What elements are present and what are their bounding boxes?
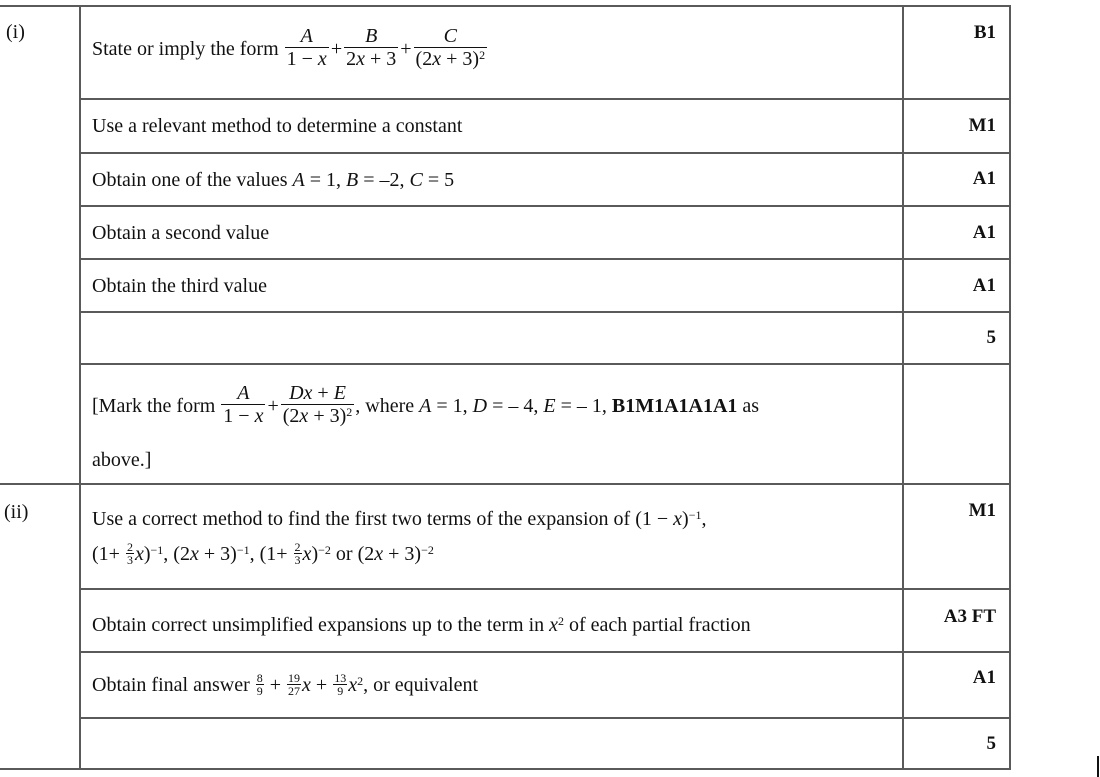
fraction: $\frac{A}{1 - x}$ <box>223 381 264 427</box>
mark-total: 5 <box>986 733 996 754</box>
row-text: Obtain correct unsimplified expansions up to the term in <box>92 614 545 636</box>
table-top-border <box>0 5 1011 7</box>
part-label-ii: (ii) <box>4 501 29 523</box>
mark-value: A1 <box>972 168 996 189</box>
scheme-row-alternative: [Mark the form $\frac{A}{1 - x}$ + $\frac{Dx + E}{(2x + 3)^2}$ , where A = 1, D = – 4, E = – 1, B1M1A1A1A1 as <box>92 381 760 427</box>
mark-value: A1 <box>972 222 996 243</box>
mark-value: A1 <box>972 667 996 688</box>
scheme-row: Use a relevant method to determine a constant <box>92 115 463 137</box>
mark-value: M1 <box>968 115 996 136</box>
row-divider <box>79 717 1011 719</box>
mark-value: A3 FT <box>943 606 996 627</box>
scheme-row: Obtain a second value <box>92 222 270 244</box>
row-text: Use a correct method to find the first two terms of the expansion of <box>92 508 631 530</box>
part-label-i: (i) <box>6 21 25 43</box>
table-right-border <box>1009 5 1011 770</box>
part-divider <box>0 483 1011 485</box>
fraction: $\frac{C}{(2x + 3)^2}$ <box>415 24 486 70</box>
row-divider <box>79 363 1011 365</box>
row-text: State or imply the form <box>92 38 279 60</box>
scheme-row-form: State or imply the form $\frac{A}{1 - x}$ + $\frac{B}{2x + 3}$ + $\frac{C}{(2x + 3)^2}$ <box>92 24 486 70</box>
scheme-row: Obtain final answer $\frac{8}{9}$ + $\frac{19}{27}$ x + $\frac{13}{9}$ $x^2$, or equivalent <box>92 670 479 698</box>
text-cursor <box>1097 756 1099 777</box>
mark-value: B1 <box>973 22 996 43</box>
row-text: Obtain final answer <box>92 674 250 696</box>
row-text: Obtain one of the values <box>92 169 288 191</box>
scheme-row: Use a correct method to find the first two terms of the expansion of $(1 - x)^{-1}$, <box>92 508 707 530</box>
fraction: $\frac{Dx + E}{(2x + 3)^2}$ <box>282 381 353 427</box>
row-text-line2: above.] <box>92 449 152 471</box>
row-divider <box>79 311 1011 313</box>
row-divider <box>79 98 1011 100</box>
table-bottom-border <box>0 768 1011 770</box>
row-divider <box>79 205 1011 207</box>
fraction: $\frac{A}{1 - x}$ <box>286 24 327 70</box>
scheme-row: Obtain correct unsimplified expansions up to the term in $x^2$ of each partial fraction <box>92 614 751 636</box>
fraction: $\frac{B}{2x + 3}$ <box>346 24 397 70</box>
column-divider-marks <box>902 5 904 770</box>
column-divider-left <box>79 5 81 770</box>
row-divider <box>79 651 1011 653</box>
row-divider <box>79 258 1011 260</box>
row-text-line2: (1+ $\frac{2}{3}$ x)$^{-1}$, $(2x + 3)^{-1}$, (1+ $\frac{2}{3}$ x)$^{-2}$ or $(2x + 3)^{-2}$ <box>92 539 434 567</box>
row-divider <box>79 152 1011 154</box>
row-divider <box>79 588 1011 590</box>
row-text: [Mark the form <box>92 395 216 417</box>
bold-marks: B1M1A1A1A1 <box>611 395 738 417</box>
mark-value: M1 <box>968 500 996 521</box>
scheme-row: Obtain the third value <box>92 275 267 297</box>
scheme-row: Obtain one of the values A = 1, B = –2, C = 5 <box>92 169 455 191</box>
mark-total: 5 <box>986 327 996 348</box>
mark-value: A1 <box>972 275 996 296</box>
